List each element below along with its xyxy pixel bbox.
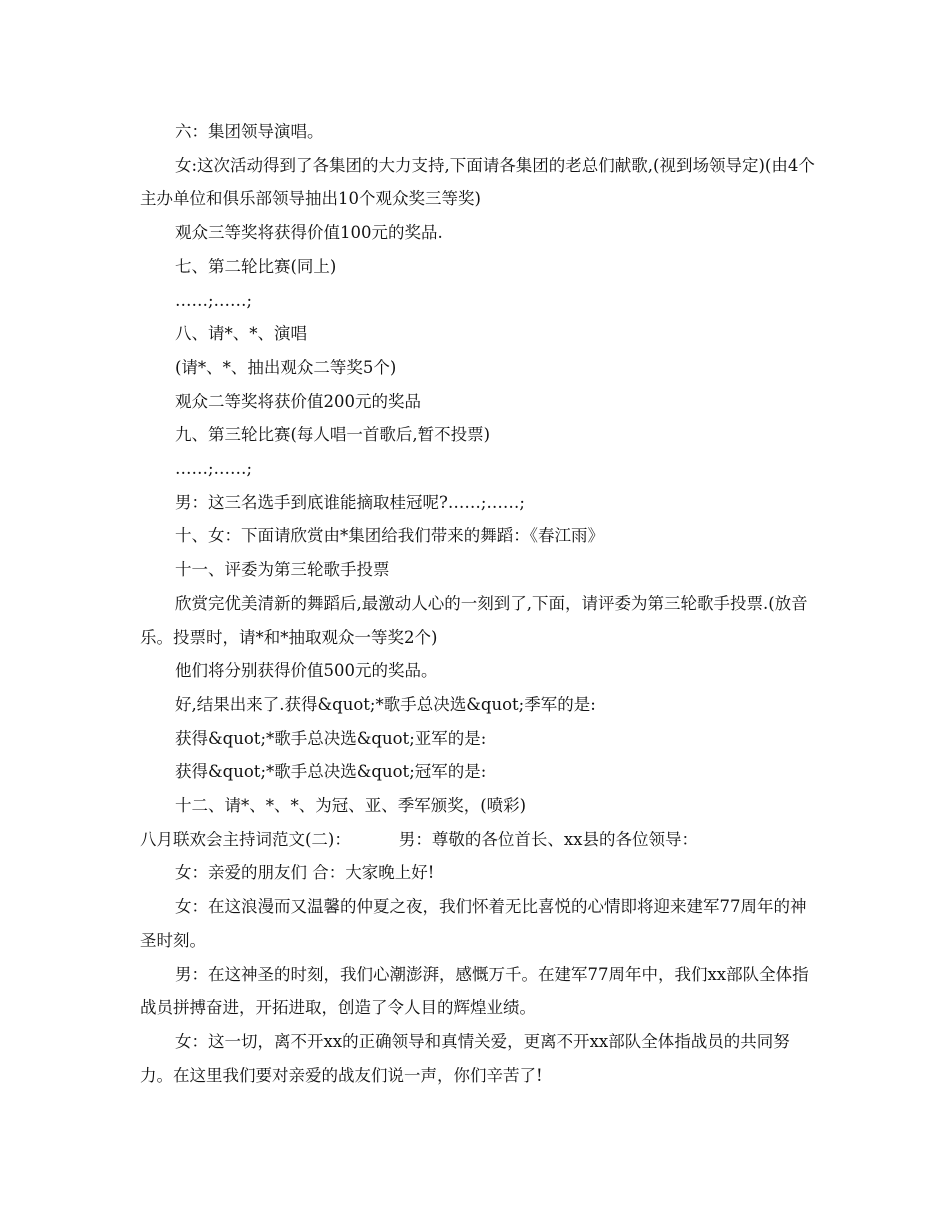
section-heading-title: 八月联欢会主持词范文(二)：: [140, 829, 351, 849]
paragraph: 十、女：下面请欣赏由*集团给我们带来的舞蹈：《春江雨》: [175, 526, 604, 546]
section-heading-tail: 男：尊敬的各位首长、xx县的各位领导：: [398, 829, 698, 849]
paragraph: 女：在这浪漫而又温馨的仲夏之夜，我们怀着无比喜悦的心情即将迎来建军77周年的神圣时刻。: [140, 897, 807, 950]
paragraph: 观众二等奖将获价值200元的奖品: [175, 391, 421, 411]
paragraph: 女：这一切，离不开xx的正确领导和真情关爱，更离不开xx部队全体指战员的共同努力。在这里我们要对亲爱的战友们说一声，你们辛苦了!: [140, 1031, 790, 1085]
paragraph: 十二、请*、*、*、为冠、亚、季军颁奖，(喷彩): [175, 796, 527, 816]
paragraph: 女：亲爱的朋友们 合：大家晚上好!: [175, 863, 435, 883]
paragraph: ……;……;: [175, 459, 253, 479]
paragraph: 欣赏完优美清新的舞蹈后,最激动人心的一刻到了,下面，请评委为第三轮歌手投票.(放音乐。投票时，请*和*抽取观众一等奖2个): [140, 593, 808, 647]
paragraph: 男：在这神圣的时刻，我们心潮澎湃，感慨万千。在建军77周年中，我们xx部队全体指战员拼搏奋进，开拓进取，创造了令人目的辉煌业绩。: [140, 964, 809, 1018]
paragraph: 他们将分别获得价值500元的奖品。: [175, 661, 438, 681]
paragraph: 观众三等奖将获得价值100元的奖品.: [175, 223, 443, 243]
document-body: [140, 115, 816, 1092]
paragraph: 七、第二轮比赛(同上): [175, 256, 337, 276]
paragraph: 女:这次活动得到了各集团的大力支持,下面请各集团的老总们献歌,(视到场领导定)(由4个主办单位和俱乐部领导抽出10个观众奖三等奖): [140, 155, 815, 209]
section-heading: [140, 823, 816, 857]
paragraph: ……;……;: [175, 290, 253, 310]
paragraph: 八、请*、*、演唱: [175, 324, 307, 344]
paragraph: 好,结果出来了.获得&quot;*歌手总决选&quot;季军的是:: [175, 694, 596, 714]
paragraph: 男：这三名选手到底谁能摘取桂冠呢?……;……;: [175, 492, 525, 512]
paragraph-group-2: [140, 856, 816, 1092]
paragraph: (请*、*、抽出观众二等奖5个): [175, 357, 397, 377]
paragraph: 九、第三轮比赛(每人唱一首歌后,暂不投票): [175, 425, 491, 445]
paragraph-group-1: [140, 115, 816, 823]
paragraph: 获得&quot;*歌手总决选&quot;亚军的是:: [175, 728, 487, 748]
paragraph: 六：集团领导演唱。: [175, 122, 324, 141]
paragraph: 获得&quot;*歌手总决选&quot;冠军的是:: [175, 762, 487, 782]
paragraph: 十一、评委为第三轮歌手投票: [175, 560, 390, 580]
